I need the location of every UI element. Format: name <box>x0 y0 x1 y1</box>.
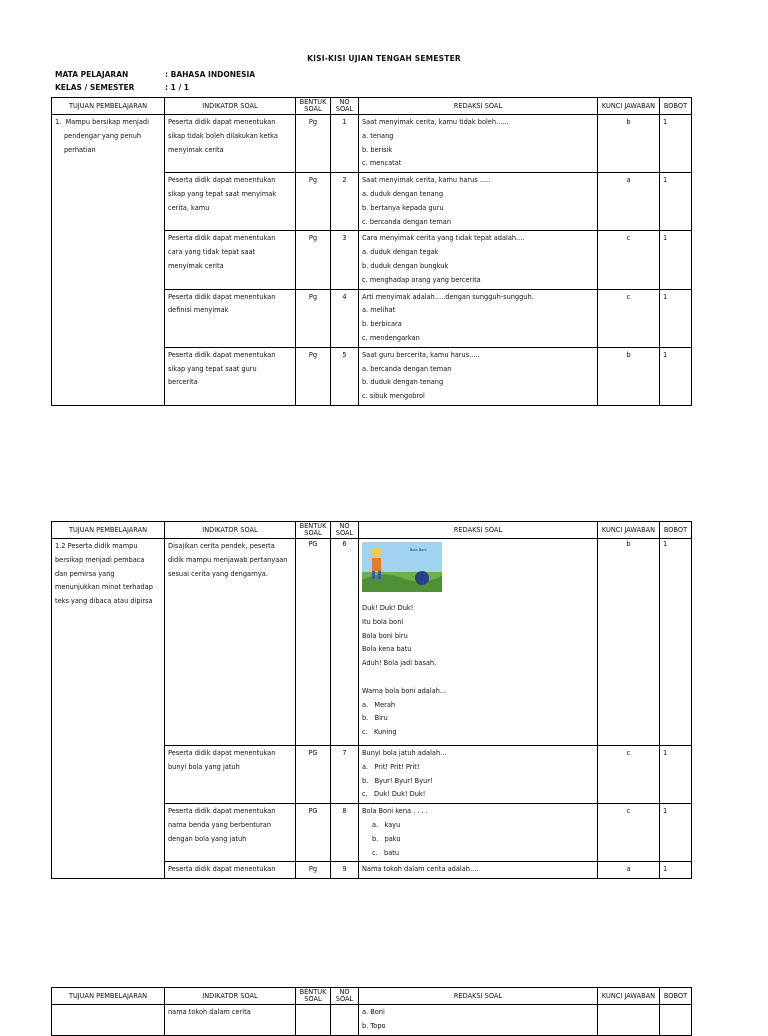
header-redaksi: REDAKSI SOAL <box>359 988 598 1005</box>
table-row <box>52 115 692 173</box>
svg-text:Bola Boni: Bola Boni <box>410 548 427 552</box>
table-header-row <box>52 98 692 115</box>
kisi-table-2 <box>51 521 692 879</box>
kunci-cell: a <box>598 173 660 231</box>
header-kunci: KUNCI JAWABAN <box>598 98 660 115</box>
indikator-cell: Peserta didik dapat menentukan bunyi bola yang jatuh <box>165 746 296 804</box>
header-kunci: KUNCI JAWABAN <box>598 988 660 1005</box>
kunci-cell: c <box>598 804 660 862</box>
mapel-value: : BAHASA INDONESIA <box>165 70 256 79</box>
header-no: NO SOAL <box>331 98 359 115</box>
table-header-row <box>52 522 692 539</box>
header-tujuan: TUJUAN PEMBELAJARAN <box>52 988 165 1005</box>
header-indikator: INDIKATOR SOAL <box>165 98 296 115</box>
bentuk-cell: Pg <box>296 115 331 173</box>
indikator-cell: nama tokoh dalam cerita <box>165 1005 296 1036</box>
indikator-cell: Peserta didik dapat menentukan sikap tidak boleh dilakukan ketka menyimak cerita <box>165 115 296 173</box>
document-title: KISI-KISI UJIAN TENGAH SEMESTER <box>307 54 461 63</box>
header-indikator: INDIKATOR SOAL <box>165 522 296 539</box>
kisi-table-3 <box>51 987 692 1036</box>
meta-mapel <box>55 70 256 79</box>
indikator-cell: Peserta didik dapat menentukan definisi menyimak <box>165 289 296 347</box>
redaksi-cell: Bola Boni Duk! Duk! Duk! Itu bola boni Bola boni biru Bola kena batu Aduh! Bola jadi basah. Warna bola boni adalah... a. Merah b. Biru c. Kuning <box>359 539 598 746</box>
header-tujuan: TUJUAN PEMBELAJARAN <box>52 522 165 539</box>
bentuk-cell: PG <box>296 539 331 746</box>
indikator-cell: Peserta didik dapat menentukan sikap yang tepat saat guru bercerita <box>165 347 296 405</box>
bobot-cell: 1 <box>660 289 692 347</box>
header-no: NO SOAL <box>331 988 359 1005</box>
bobot-cell: 1 <box>660 347 692 405</box>
redaksi-cell: Saat guru bercerita, kamu harus..... a. bercanda dengan teman b. duduk dengan tenang c. sibuk mengobrol <box>359 347 598 405</box>
header-kunci: KUNCI JAWABAN <box>598 522 660 539</box>
header-bobot: BOBOT <box>660 98 692 115</box>
no-cell: 1 <box>331 115 359 173</box>
table-row <box>52 1005 692 1036</box>
bobot-cell: 1 <box>660 231 692 289</box>
bentuk-cell: Pg <box>296 289 331 347</box>
redaksi-cell: Bunyi bola jatuh adalah... a. Prit! Prit! Prit! b. Byur! Byur! Byur! c. Duk! Duk! Duk! <box>359 746 598 804</box>
kunci-cell: c <box>598 289 660 347</box>
kunci-cell: b <box>598 539 660 746</box>
story-illustration <box>362 542 442 592</box>
bobot-cell: 1 <box>660 115 692 173</box>
bobot-cell: 1 <box>660 746 692 804</box>
kunci-cell: a <box>598 862 660 879</box>
header-bobot: BOBOT <box>660 988 692 1005</box>
header-bentuk: BENTUK SOAL <box>296 98 331 115</box>
bobot-cell <box>660 1005 692 1036</box>
bentuk-cell <box>296 1005 331 1036</box>
bentuk-cell: Pg <box>296 862 331 879</box>
kunci-cell: b <box>598 115 660 173</box>
no-cell: 2 <box>331 173 359 231</box>
header-bentuk: BENTUK SOAL <box>296 988 331 1005</box>
redaksi-cell: Saat menyimak cerita, kamu tidak boleh...... a. tenang b. berisik c. mencatat <box>359 115 598 173</box>
kunci-cell: c <box>598 746 660 804</box>
redaksi-cell: Cara menyimak cerita yang tidak tepat adalah.... a. duduk dengan tegak b. duduk dengan bungkuk c. menghadap orang yang bercerita <box>359 231 598 289</box>
bobot-cell: 1 <box>660 862 692 879</box>
redaksi-cell: Arti menyimak adalah.....dengan sungguh-sungguh. a. melihat b. berbicara c. mendengarkan <box>359 289 598 347</box>
header-redaksi: REDAKSI SOAL <box>359 98 598 115</box>
table-row <box>52 539 692 746</box>
redaksi-cell: Nama tokoh dalam cerita adalah.... <box>359 862 598 879</box>
bobot-cell: 1 <box>660 804 692 862</box>
meta-kelas <box>55 83 190 92</box>
indikator-cell: Disajikan cerita pendek, peserta didik mampu menjawab pertanyaan sesuai cerita yang dengarnya. <box>165 539 296 746</box>
header-bentuk: BENTUK SOAL <box>296 522 331 539</box>
bentuk-cell: PG <box>296 804 331 862</box>
bentuk-cell: Pg <box>296 173 331 231</box>
table-header-row <box>52 988 692 1005</box>
kunci-cell: b <box>598 347 660 405</box>
kisi-table-1 <box>51 97 692 406</box>
kunci-cell: c <box>598 231 660 289</box>
tujuan-cell: 1.2 Peserta didik mampu bersikap menjadi pembaca dan pemirsa yang menunjukkan minat terhadap teks yang dibaca atau dipirsa <box>52 539 165 879</box>
redaksi-cell: Saat menyimak cerita, kamu harus ..... a. duduk dengan tenang b. bertanya kepada guru c. bercanda dengan teman <box>359 173 598 231</box>
header-tujuan: TUJUAN PEMBELAJARAN <box>52 98 165 115</box>
mapel-label: MATA PELAJARAN <box>55 70 129 79</box>
no-cell: 4 <box>331 289 359 347</box>
no-cell: 3 <box>331 231 359 289</box>
header-redaksi: REDAKSI SOAL <box>359 522 598 539</box>
no-cell: 6 <box>331 539 359 746</box>
bentuk-cell: Pg <box>296 231 331 289</box>
no-cell: 9 <box>331 862 359 879</box>
no-cell <box>331 1005 359 1036</box>
tujuan-cell <box>52 1005 165 1036</box>
no-cell: 8 <box>331 804 359 862</box>
no-cell: 5 <box>331 347 359 405</box>
tujuan-cell: 1. Mampu bersikap menjadi pendengar yang penuh perhatian <box>52 115 165 406</box>
indikator-cell: Peserta didik dapat menentukan <box>165 862 296 879</box>
indikator-cell: Peserta didik dapat menentukan cara yang tidak tepat saat menyimak cerita <box>165 231 296 289</box>
bentuk-cell: Pg <box>296 347 331 405</box>
header-bobot: BOBOT <box>660 522 692 539</box>
bobot-cell: 1 <box>660 173 692 231</box>
kelas-value: : 1 / 1 <box>165 83 190 92</box>
no-cell: 7 <box>331 746 359 804</box>
redaksi-cell: a. Boni b. Topo <box>359 1005 598 1036</box>
header-no: NO SOAL <box>331 522 359 539</box>
kelas-label: KELAS / SEMESTER <box>55 83 135 92</box>
redaksi-cell: Bola Boni kena . . . . a. kayu b. paku c. batu <box>359 804 598 862</box>
bentuk-cell: PG <box>296 746 331 804</box>
indikator-cell: Peserta didik dapat menentukan nama benda yang berbenturan dengan bola yang jatuh <box>165 804 296 862</box>
header-indikator: INDIKATOR SOAL <box>165 988 296 1005</box>
indikator-cell: Peserta didik dapat menentukan sikap yang tepat saat menyimak cerita, kamu <box>165 173 296 231</box>
bobot-cell: 1 <box>660 539 692 746</box>
kunci-cell <box>598 1005 660 1036</box>
